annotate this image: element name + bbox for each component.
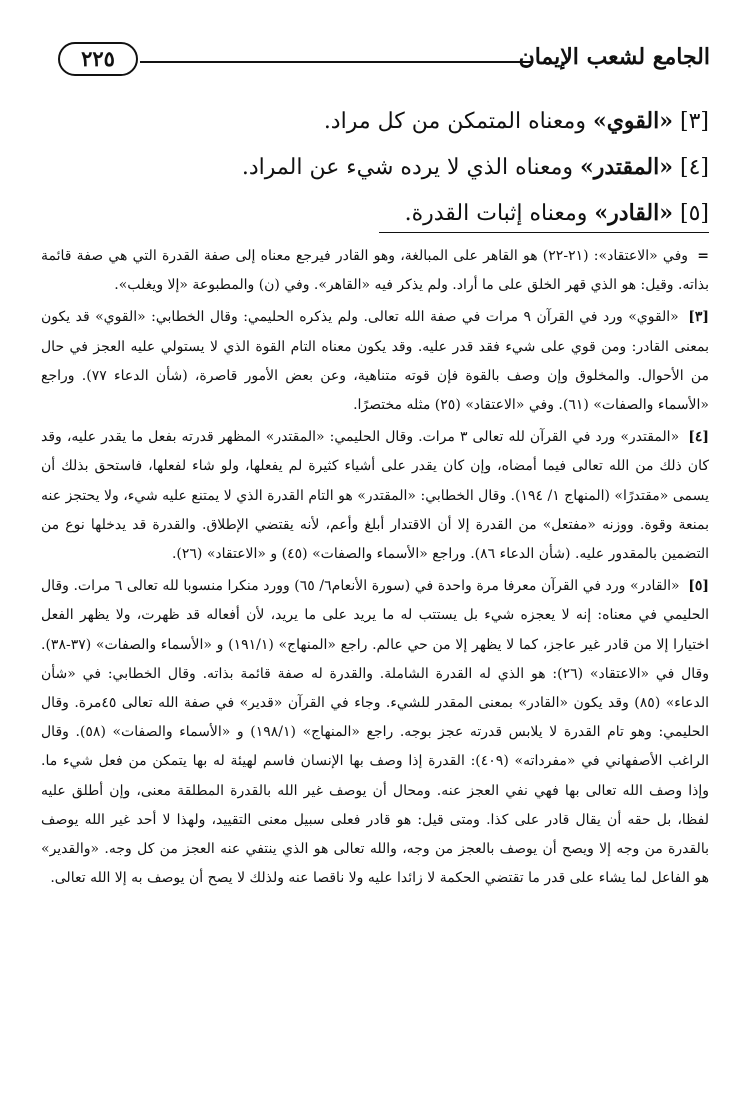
page-number: ٢٢٥ <box>58 42 138 76</box>
footnote-text: «القادر» ورد في القرآن معرفا مرة واحدة في (سورة الأنعام٦/ ٦٥) وورد منكرا منسوبا لله تعالى ٦ مرات. وقال الحليمي في معناه: إنه لا يعجزه شيء بل يستتب له ما يريد على ما يريد، لأن أفعاله قد ظهرت، ولا يظهر الفعل اختيارا إلا من قادر غير عاجز، كما لا يظهر إلا من حي عالم. راجع «المنهاج» (١٩١/١) و «الأسماء والصفات» (٣٧-٣٨). وقال في «الاعتقاد» (٢٦): هو الذي له القدرة الشاملة. والقدرة له صفة قائمة بذاته. وقال الخطابي: في «شأن الدعاء» (٨٥) وقد يكون «القادر» بمعنى المقدر للشيء. وجاء في القرآن «قدير» في صفة الله تعالى ٤٥مرة. وقال الحليمي: وهو تام القدرة لا يلابس قدرته عجز بوجه. راجع «المنهاج» (١٩٨/١) و «الأسماء والصفات» (٥٨). وقال الراغب الأصفهاني في «مفرداته» (٤٠٩): القدرة إذا وصف بها الإنسان فاسم لهيئة له بها يتمكن من فعل شيء ما. وإذا وصف الله تعالى بها فهي نفي العجز عنه. ومحال أن يوصف غير الله بالقدرة المطلقة معنى، وإن أطلق عليه لفظا، بل حقه أن يقال قادر على كذا. ومتى قيل: هو قادر فعلى سبيل معنى التقييد، ولهذا لا أحد غير الله يوصف بالقدرة من وجه إلا ويصح أن يوصف بالعجز من وجه، والله تعالى هو الذي ينتفي عنه العجز من كل وجه. «والقدير» هو الفاعل لما يشاء على قدر ما تقتضي الحكمة لا زائدا عليه ولا ناقصا عنه ولذلك لا يصح أن يوصف به إلا الله تعالى. <box>41 578 709 887</box>
footnote-text: وفي «الاعتقاد»: (٢١-٢٢) هو القاهر على المبالغة، وهو القادر فيرجع معناه إلى صفة القدرة التي هي صفة قائمة بذاته. وقيل: هو الذي قهر الخلق على ما أراد. ولم يذكر فيه «القاهر». وفي (ن) والمطبوعة «إلا ويغلب». <box>41 248 709 294</box>
item-text: ومعناه المتمكن من كل مراد. <box>323 109 593 134</box>
item-marker: [٥] <box>679 201 709 226</box>
footnote-marker: [٥] <box>688 578 709 595</box>
footnote <box>41 572 709 893</box>
footnote-marker: [٤] <box>688 429 709 446</box>
footnote <box>41 303 709 420</box>
definition-item <box>69 190 709 236</box>
running-title: الجامع لشعب الإيمان <box>518 44 710 70</box>
item-term: «القوي» <box>592 108 673 134</box>
footnote-separator <box>379 232 709 233</box>
footnote-marker: = <box>697 248 710 264</box>
footnote-text: «المقتدر» ورد في القرآن لله تعالى ٣ مرات. وقال الحليمي: «المقتدر» المظهر قدرته بفعل ما يقدر عليه، وقد كان ذلك من الله تعالى فيما أمضاه، وإن كان يقدر على أشياء كثيرة لم يفعلها، ولو شاء لفعلها، فاستحق بذلك أن يسمى «مقتدرًا» (المنهاج ١/ ١٩٤). وقال الخطابي: «المقتدر» هو التام القدرة الذي لا يمتنع عليه شيء، ولا يحتجز عنه بمنعة وقوة. ووزنه «مفتعل» من القدرة إلا أن الاقتدار أبلغ وأعم، لأنه يقتضي الإطلاق. والقدرة قد يدخلها نوع من التضمين بالمقدور عليه. (شأن الدعاء ٨٦). وراجع «الأسماء والصفات» (٤٥) و «الاعتقاد» (٢٦). <box>41 429 709 563</box>
running-header <box>58 40 710 84</box>
footnote-marker: [٣] <box>688 309 710 326</box>
footnote-text: «القوي» ورد في القرآن ٩ مرات في صفة الله تعالى. ولم يذكره الحليمي: وقال الخطابي: «القوي» قد يكون بمعنى القادر: ومن قوي على شيء فقد قدر عليه. وقد يكون معناه التام القوة الذي لا يستولي عليه العجز في حال من الأحوال. والمخلوق وإن وصف بالقوة فإن قوته متناهية، وعن بعض الأمور قاصرة، (شأن الدعاء ٧٧). وراجع «الأسماء والصفات» (٦١). وفي «الاعتقاد» (٢٥) مثله مختصرًا. <box>41 309 710 414</box>
definition-item <box>69 144 709 190</box>
footnotes <box>41 242 709 896</box>
item-term: «المقتدر» <box>580 154 673 180</box>
footnote <box>41 423 709 569</box>
item-marker: [٣] <box>679 109 709 134</box>
item-marker: [٤] <box>679 155 709 180</box>
item-text: ومعناه إثبات القدرة. <box>404 201 595 226</box>
definition-item <box>69 98 709 144</box>
header-rule <box>140 61 532 63</box>
item-text: ومعناه الذي لا يرده شيء عن المراد. <box>241 155 580 180</box>
main-text <box>69 98 709 236</box>
footnote <box>41 242 709 300</box>
item-term: «القادر» <box>594 200 673 226</box>
